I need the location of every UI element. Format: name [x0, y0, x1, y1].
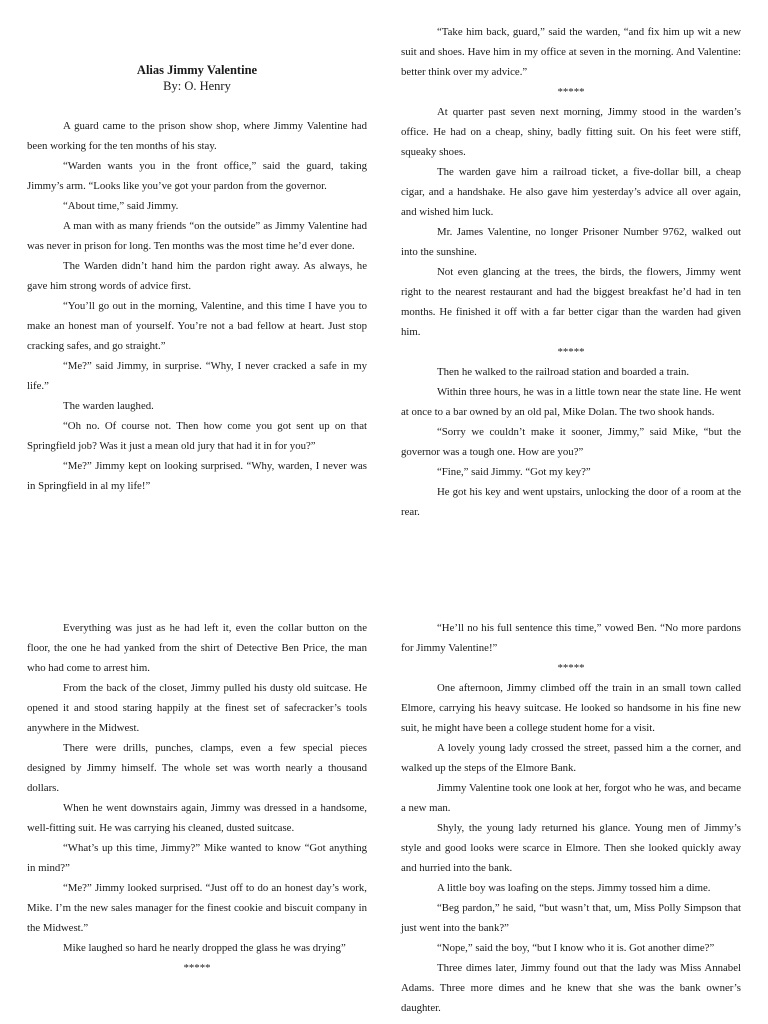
paragraph: “Sorry we couldn’t make it sooner, Jimmy,” said Mike, “but the governor was a tough one. How are you?”	[401, 426, 741, 458]
story-byline: By: O. Henry	[163, 79, 231, 93]
paragraph: “What’s up this time, Jimmy?” Mike wanted to know “Got anything in mind?”	[27, 842, 367, 874]
paragraph: One afternoon, Jimmy climbed off the train in an small town called Elmore, carrying his heavy suitcase. He looked so handsome in his fine new suit, he might have been a college student home for a visit.	[401, 682, 741, 734]
paragraph: “He’ll no his full sentence this time,” vowed Ben. “No more pardons for Jimmy Valentine!”	[401, 622, 741, 654]
paragraph: Jimmy Valentine took one look at her, forgot who he was, and became a new man.	[401, 782, 741, 814]
paragraph: “Oh no. Of course not. Then how come you got sent up on that Springfield job? Was it just a mean old jury that had it in for you?”	[27, 420, 367, 452]
paragraph: Shyly, the young lady returned his glance. Young men of Jimmy’s style and good looks were scarce in Elmore. Then she looked quickly away and hurried into the bank.	[401, 822, 741, 874]
paragraph: Within three hours, he was in a little town near the state line. He went at once to a bar owned by an old pal, Mike Dolan. The two shook hands.	[401, 386, 741, 418]
paragraph: Everything was just as he had left it, even the collar button on the floor, the one he had yanked from the shirt of Detective Ben Price, the man who had come to arrest him.	[27, 622, 367, 674]
paragraph: A lovely young lady crossed the street, passed him a the corner, and walked up the steps of the Elmore Bank.	[401, 742, 741, 774]
paragraph: When he went downstairs again, Jimmy was dressed in a handsome, well-fitting suit. He was carrying his cleaned, dusted suitcase.	[27, 802, 367, 834]
section-separator: *****	[183, 962, 211, 974]
paragraph: A man with as many friends “on the outside” as Jimmy Valentine had was never in prison for long. Ten months was the most time he’d ever done.	[27, 220, 367, 252]
column-3	[27, 618, 367, 978]
paragraph: Mr. James Valentine, no longer Prisoner Number 9762, walked out into the sunshine.	[401, 226, 741, 258]
paragraph: The Warden didn’t hand him the pardon right away. As always, he gave him strong words of advice first.	[27, 260, 367, 292]
paragraph: At quarter past seven next morning, Jimmy stood in the warden’s office. He had on a cheap, shiny, badly fitting suit. On his feet were stiff, squeaky shoes.	[401, 106, 741, 158]
column-4	[401, 618, 741, 1018]
section-separator: *****	[557, 662, 585, 674]
column-2	[401, 22, 741, 522]
paragraph: “Beg pardon,” he said, “but wasn’t that, um, Miss Polly Simpson that just went into the bank?”	[401, 902, 741, 934]
paragraph: Not even glancing at the trees, the birds, the flowers, Jimmy went right to the nearest restaurant and had the biggest breakfast he’d had in ten months. He finished it off with a far better cigar than the warden had given him.	[401, 266, 741, 338]
section-separator: *****	[557, 86, 585, 98]
paragraph: He got his key and went upstairs, unlocking the door of a room at the rear.	[401, 486, 741, 518]
paragraph: “Fine,” said Jimmy. “Got my key?”	[437, 466, 591, 478]
paragraph: A guard came to the prison show shop, where Jimmy Valentine had been working for the ten months of his stay.	[27, 120, 367, 152]
paragraph: “Nope,” said the boy, “but I know who it is. Got another dime?”	[437, 942, 715, 954]
story-title: Alias Jimmy Valentine	[136, 63, 258, 77]
paragraph: “Me?” said Jimmy, in surprise. “Why, I never cracked a safe in my life.”	[27, 360, 367, 392]
paragraph: Mike laughed so hard he nearly dropped the glass he was drying”	[63, 942, 346, 954]
paragraph: “Take him back, guard,” said the warden, “and fix him up wit a new suit and shoes. Have him in my office at seven in the morning. And Valentine: better think over my advice.”	[401, 26, 741, 78]
column-1	[27, 62, 367, 496]
paragraph: The warden gave him a railroad ticket, a five-dollar bill, a cheap cigar, and a handshake. He also gave him yesterday’s advice all over again, and wished him luck.	[401, 166, 741, 218]
paragraph: Then he walked to the railroad station and boarded a train.	[437, 366, 690, 378]
paragraph: A little boy was loafing on the steps. Jimmy tossed him a dime.	[437, 882, 711, 894]
paragraph: “About time,” said Jimmy.	[63, 200, 179, 212]
paragraph: “Me?” Jimmy looked surprised. “Just off to do an honest day’s work, Mike. I’m the new sales manager for the finest cookie and biscuit company in the Midwest.”	[27, 882, 367, 934]
paragraph: Three dimes later, Jimmy found out that the lady was Miss Annabel Adams. Three more dimes and he knew that she was the bank owner’s daughter.	[401, 962, 741, 1014]
paragraph: “Warden wants you in the front office,” said the guard, taking Jimmy’s arm. “Looks like you’ve got your pardon from the governor.	[27, 160, 367, 192]
paragraph: “Me?” Jimmy kept on looking surprised. “Why, warden, I never was in Springfield in al my life!”	[27, 460, 367, 492]
paragraph: The warden laughed.	[63, 400, 154, 412]
section-separator: *****	[557, 346, 585, 358]
paragraph: There were drills, punches, clamps, even a few special pieces designed by Jimmy himself. The whole set was worth nearly a thousand dollars.	[27, 742, 367, 794]
paragraph: From the back of the closet, Jimmy pulled his dusty old suitcase. He opened it and stood staring happily at the finest set of safecracker’s tools anywhere in the Midwest.	[27, 682, 367, 734]
paragraph: “You’ll go out in the morning, Valentine, and this time I have you to make an honest man of yourself. You’re not a bad fellow at heart. Just stop cracking safes, and go straight.”	[27, 300, 367, 352]
